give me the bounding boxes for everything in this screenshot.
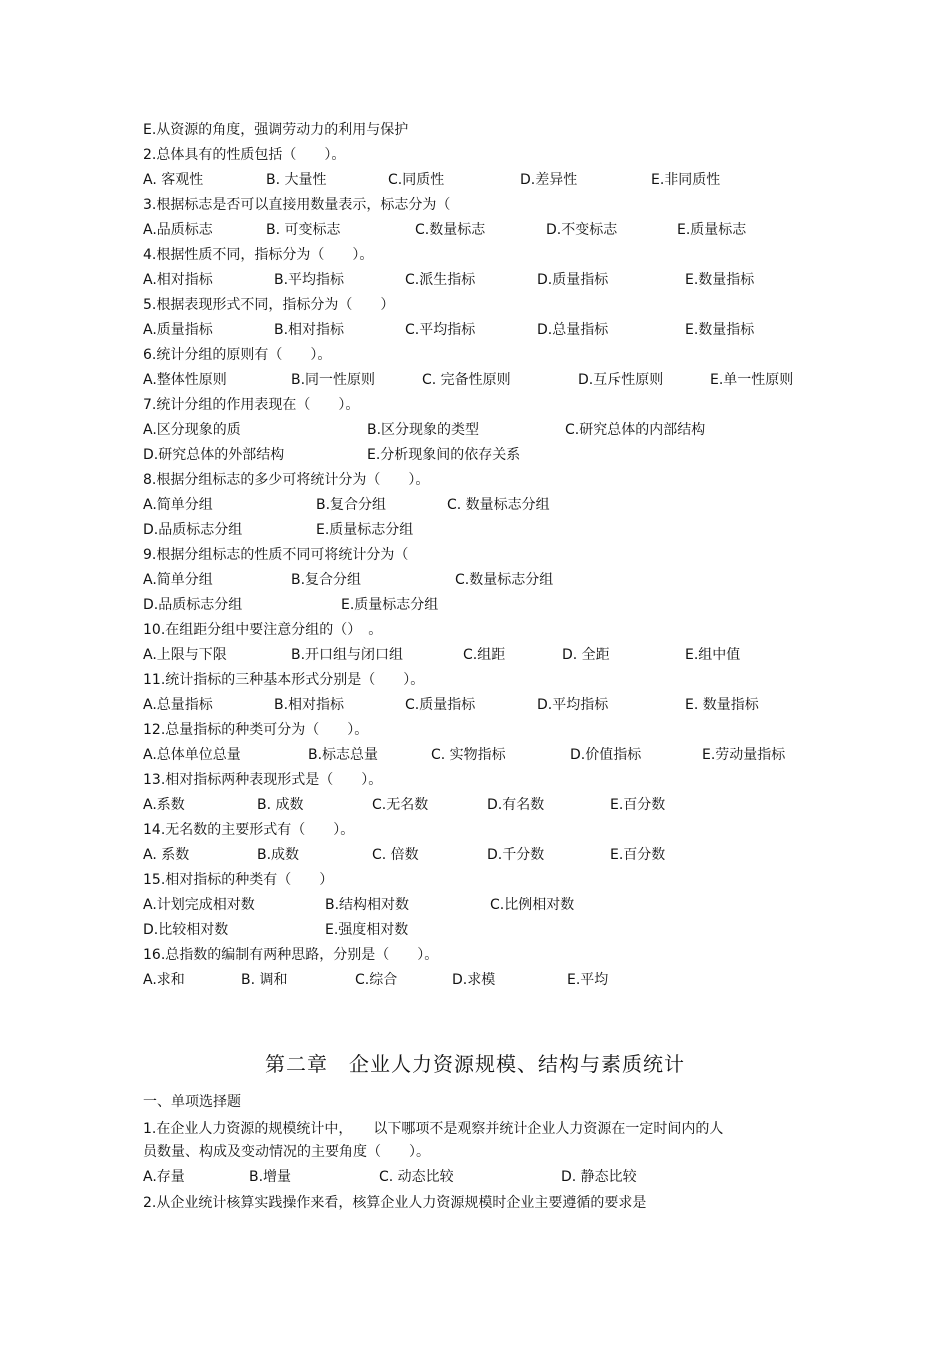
option: A.品质标志 <box>143 222 213 238</box>
option: D.质量指标 <box>537 272 609 288</box>
option: E. 数量指标 <box>685 697 759 713</box>
question-7: 7.统计分组的作用表现在（ ）。 <box>143 397 360 413</box>
question-1: 1.在企业人力资源的规模统计中， 以下哪项不是观察并统计企业人力资源在一定时间内的人 <box>143 1121 724 1137</box>
option: B.同一性原则 <box>291 372 376 388</box>
section-heading: 一、单项选择题 <box>143 1094 241 1110</box>
option: C.比例相对数 <box>490 897 575 913</box>
option: E.质量标志 <box>677 222 747 238</box>
option: B. 大量性 <box>266 172 327 188</box>
option: A.质量指标 <box>143 322 213 338</box>
question-8: 8.根据分组标志的多少可将统计分为（ ）。 <box>143 472 430 488</box>
option: C.数量标志分组 <box>455 572 554 588</box>
option: C.派生指标 <box>405 272 476 288</box>
option: A.简单分组 <box>143 497 213 513</box>
option: C.无名数 <box>372 797 429 813</box>
chapter-title: 第二章 企业人力资源规模、结构与素质统计 <box>265 1052 685 1076</box>
option: E.数量指标 <box>685 272 755 288</box>
question-3: 3.根据标志是否可以直接用数量表示，标志分为（ <box>143 197 451 213</box>
option: C. 完备性原则 <box>422 372 511 388</box>
option: D.品质标志分组 <box>143 522 243 538</box>
question-10: 10.在组距分组中要注意分组的（） 。 <box>143 622 383 638</box>
option: A. 客观性 <box>143 172 204 188</box>
question-4: 4.根据性质不同，指标分为（ ）。 <box>143 247 374 263</box>
option: A.整体性原则 <box>143 372 227 388</box>
option: B. 调和 <box>241 972 288 988</box>
option: A.系数 <box>143 797 185 813</box>
question-11: 11.统计指标的三种基本形式分别是（ ）。 <box>143 672 425 688</box>
option: D.求模 <box>452 972 496 988</box>
option: B.增量 <box>249 1169 292 1185</box>
option: E.数量指标 <box>685 322 755 338</box>
option: A.总量指标 <box>143 697 213 713</box>
option: C. 实物指标 <box>431 747 506 763</box>
option: C.质量指标 <box>405 697 476 713</box>
option: B. 成数 <box>257 797 304 813</box>
option: E.质量标志分组 <box>316 522 414 538</box>
option: C. 数量标志分组 <box>447 497 550 513</box>
option: E.平均 <box>567 972 609 988</box>
option: D. 静态比较 <box>561 1169 637 1185</box>
question-2: 2.总体具有的性质包括（ ）。 <box>143 147 346 163</box>
question-13: 13.相对指标两种表现形式是（ ）。 <box>143 772 383 788</box>
question-2: 2.从企业统计核算实践操作来看，核算企业人力资源规模时企业主要遵循的要求是 <box>143 1195 647 1211</box>
option: D. 全距 <box>562 647 610 663</box>
option: E.组中值 <box>685 647 741 663</box>
option: C.研究总体的内部结构 <box>565 422 706 438</box>
option: A.简单分组 <box>143 572 213 588</box>
option: C.组距 <box>463 647 506 663</box>
option: D.平均指标 <box>537 697 609 713</box>
option: B.区分现象的类型 <box>367 422 480 438</box>
option: A. 系数 <box>143 847 190 863</box>
option: A.求和 <box>143 972 185 988</box>
option: B.结构相对数 <box>325 897 410 913</box>
option: D.比较相对数 <box>143 922 229 938</box>
option: B.相对指标 <box>274 322 345 338</box>
option: A.相对指标 <box>143 272 213 288</box>
option: E.劳动量指标 <box>702 747 786 763</box>
option: A.区分现象的质 <box>143 422 241 438</box>
option: B.标志总量 <box>308 747 379 763</box>
question-14: 14.无名数的主要形式有（ ）。 <box>143 822 355 838</box>
option: D.研究总体的外部结构 <box>143 447 285 463</box>
option: D.品质标志分组 <box>143 597 243 613</box>
option: D.互斥性原则 <box>578 372 664 388</box>
question-6: 6.统计分组的原则有（ ）。 <box>143 347 332 363</box>
option: E.强度相对数 <box>325 922 409 938</box>
option: B.成数 <box>257 847 300 863</box>
question-15: 15.相对指标的种类有（ ） <box>143 872 334 888</box>
option: C.同质性 <box>388 172 445 188</box>
question-12: 12.总量指标的种类可分为（ ）。 <box>143 722 369 738</box>
option: C.数量标志 <box>415 222 486 238</box>
option: C. 动态比较 <box>379 1169 454 1185</box>
option: E.单一性原则 <box>710 372 794 388</box>
option: C.综合 <box>355 972 398 988</box>
option: B.开口组与闭口组 <box>291 647 404 663</box>
option: D.不变标志 <box>546 222 618 238</box>
option: B.平均指标 <box>274 272 345 288</box>
option: E.质量标志分组 <box>341 597 439 613</box>
option: B.复合分组 <box>316 497 387 513</box>
option: E.分析现象间的依存关系 <box>367 447 521 463</box>
option: A.上限与下限 <box>143 647 227 663</box>
option: C. 倍数 <box>372 847 419 863</box>
option: A.计划完成相对数 <box>143 897 255 913</box>
option: E.非同质性 <box>651 172 721 188</box>
option: E.百分数 <box>610 847 666 863</box>
question-5: 5.根据表现形式不同，指标分为（ ） <box>143 297 395 313</box>
option: E.百分数 <box>610 797 666 813</box>
text-line: 员数量、构成及变动情况的主要角度（ ）。 <box>143 1144 430 1160</box>
text-line: E.从资源的角度，强调劳动力的利用与保护 <box>143 122 409 138</box>
question-9: 9.根据分组标志的性质不同可将统计分为（ <box>143 547 409 563</box>
option: D.千分数 <box>487 847 545 863</box>
option: B.相对指标 <box>274 697 345 713</box>
option: B.复合分组 <box>291 572 362 588</box>
option: A.存量 <box>143 1169 185 1185</box>
option: A.总体单位总量 <box>143 747 241 763</box>
option: D.价值指标 <box>570 747 642 763</box>
option: C.平均指标 <box>405 322 476 338</box>
question-16: 16.总指数的编制有两种思路，分别是（ ）。 <box>143 947 439 963</box>
option: D.总量指标 <box>537 322 609 338</box>
option: D.有名数 <box>487 797 545 813</box>
option: D.差异性 <box>520 172 578 188</box>
option: B. 可变标志 <box>266 222 341 238</box>
